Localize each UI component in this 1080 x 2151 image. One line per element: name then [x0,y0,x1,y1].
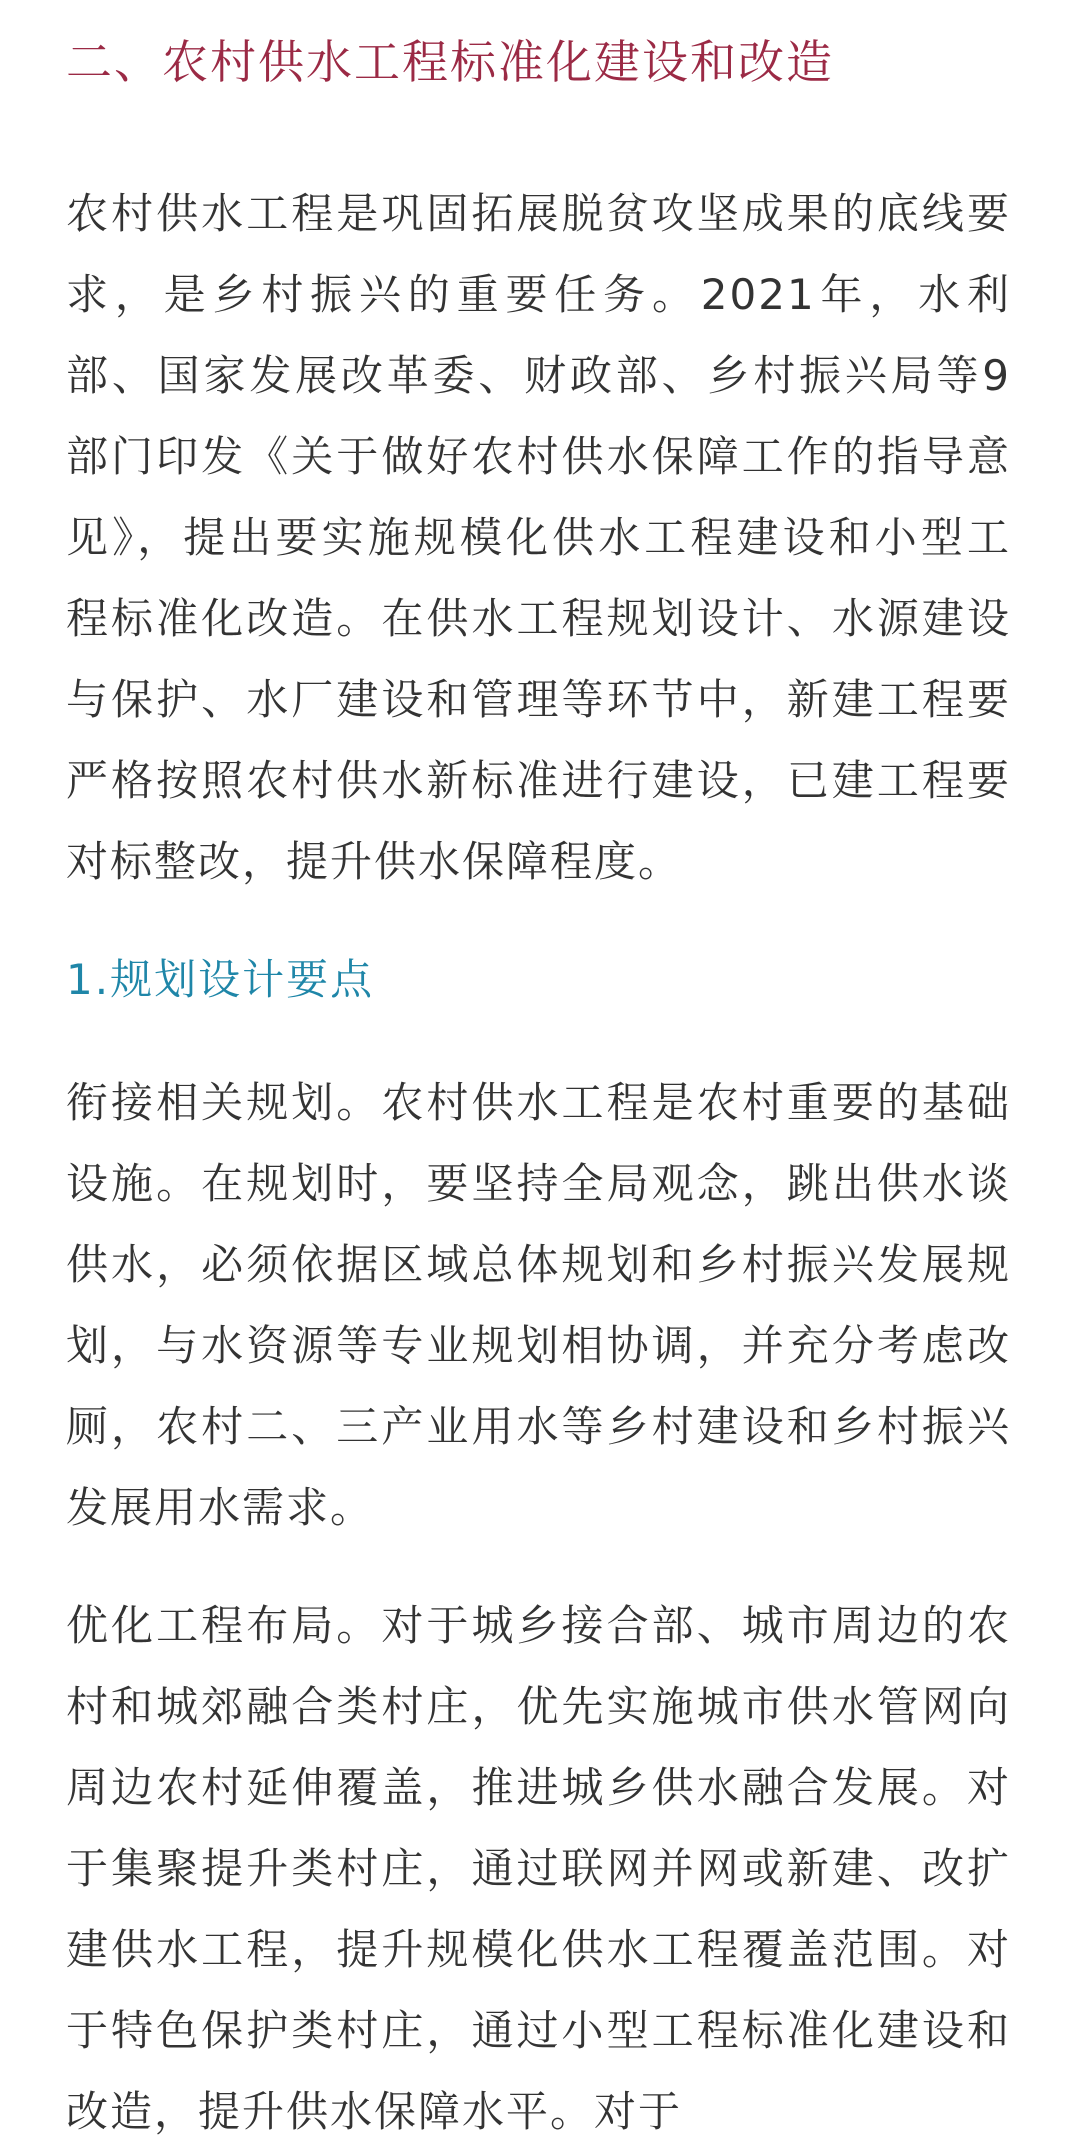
layout-paragraph: 优化工程布局。对于城乡接合部、城市周边的农村和城郊融合类村庄，优先实施城市供水管网向周边农村延伸覆盖，推进城乡供水融合发展。对于集聚提升类村庄，通过联网并网或新建、改扩建供水工程，提升规模化供水工程覆盖范围。对于特色保护类村庄，通过小型工程标准化建设和改造，提升供水保障水平。对于 [66,1601,1011,2136]
planning-paragraph: 衔接相关规划。农村供水工程是农村重要的基础设施。在规划时，要坚持全局观念，跳出供水谈供水，必须依据区域总体规划和乡村振兴发展规划，与水资源等专业规划相协调，并充分考虑改厕，农村二、三产业用水等乡村建设和乡村振兴发展用水需求。 [66,1078,1011,1532]
subsection-title: 1.规划设计要点 [66,955,375,1004]
intro-paragraph: 农村供水工程是巩固拓展脱贫攻坚成果的底线要求，是乡村振兴的重要任务。2021年，水利部、国家发展改革委、财政部、乡村振兴局等9部门印发《关于做好农村供水保障工作的指导意见》，提出要实施规模化供水工程建设和小型工程标准化改造。在供水工程规划设计、水源建设与保护、水厂建设和管理等环节中，新建工程要严格按照农村供水新标准进行建设，已建工程要对标整改，提升供水保障程度。 [66,189,1011,886]
section-title: 二、农村供水工程标准化建设和改造 [66,35,834,89]
